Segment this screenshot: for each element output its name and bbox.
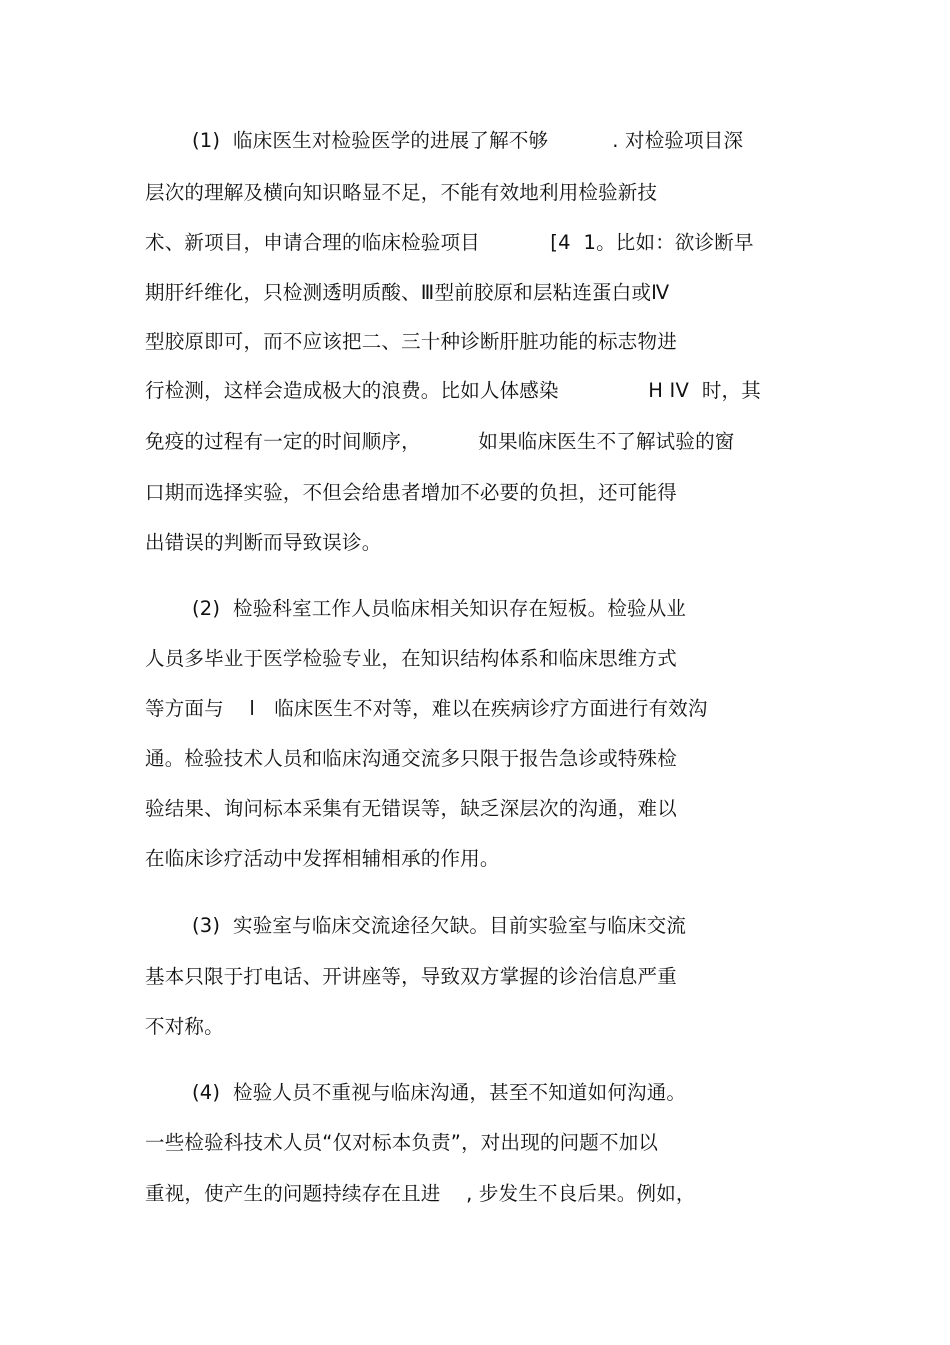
- paragraph-2-line-2: 人员多毕业于医学检验专业，在知识结构体系和临床思维方式: [145, 647, 677, 670]
- paragraph-4-line-2: 一些检验科技术人员“仅对标本负责”，对出现的问题不加以: [145, 1131, 659, 1154]
- paragraph-2-line-5: 验结果、询问标本采集有无错误等，缺乏深层次的沟通，难以: [145, 797, 677, 820]
- paragraph-2-line-6: 在临床诊疗活动中发挥相辅相承的作用。: [145, 847, 500, 870]
- paragraph-3-line-1: (3) 实验室与临床交流途径欠缺。目前实验室与临床交流: [192, 914, 687, 937]
- paragraph-3-line-2: 基本只限于打电话、开讲座等，导致双方掌握的诊治信息严重: [145, 965, 677, 988]
- paragraph-1-line-9: 出错误的判断而导致误诊。: [145, 531, 382, 554]
- paragraph-1-line-6: 行检测，这样会造成极大的浪费。比如人体感染 H IV 时，其: [145, 379, 761, 402]
- paragraph-3-line-3: 不对称。: [145, 1015, 224, 1038]
- paragraph-2-line-3: 等方面与 l 临床医生不对等，难以在疾病诊疗方面进行有效沟: [145, 697, 708, 720]
- paragraph-1-line-5: 型胶原即可，而不应该把二、三十种诊断肝脏功能的标志物进: [145, 330, 677, 353]
- paragraph-1-line-4: 期肝纤维化，只检测透明质酸、Ⅲ型前胶原和层粘连蛋白或Ⅳ: [145, 281, 670, 304]
- paragraph-2-line-4: 通。检验技术人员和临床沟通交流多只限于报告急诊或特殊检: [145, 747, 677, 770]
- paragraph-4-line-1: (4) 检验人员不重视与临床沟通，甚至不知道如何沟通。: [192, 1081, 687, 1104]
- paragraph-1-line-3: 术、新项目，申请合理的临床检验项目 [4 1。比如：欲诊断早: [145, 231, 754, 254]
- paragraph-1-line-8: 口期而选择实验，不但会给患者增加不必要的负担，还可能得: [145, 481, 677, 504]
- paragraph-2-line-1: (2) 检验科室工作人员临床相关知识存在短板。检验从业: [192, 597, 687, 620]
- paragraph-1-line-7: 免疫的过程有一定的时间顺序， 如果临床医生不了解试验的窗: [145, 430, 735, 453]
- paragraph-1-line-2: 层次的理解及横向知识略显不足，不能有效地利用检验新技: [145, 181, 658, 204]
- paragraph-1-line-1: (1) 临床医生对检验医学的进展了解不够 . 对检验项目深: [192, 129, 744, 152]
- paragraph-4-line-3: 重视，使产生的问题持续存在且进 , 步发生不良后果。例如，: [145, 1182, 696, 1205]
